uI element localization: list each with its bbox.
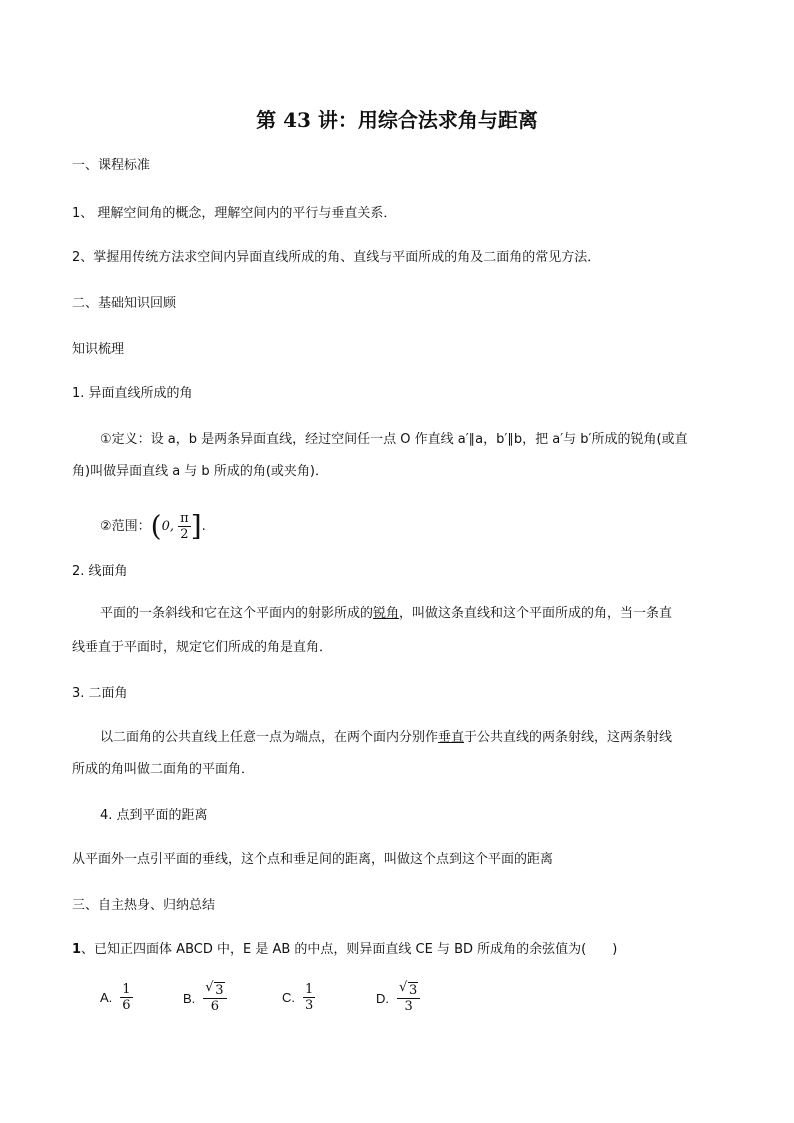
fraction-denominator: 3 (404, 999, 413, 1014)
text: ，叫做这条直线和这个平面所成的角，当一条直 (399, 606, 673, 621)
text: 以二面角的公共直线上任意一点为端点，在两个面内分别作 (100, 730, 439, 745)
section-heading-3: 三、自主热身、归纳总结 (72, 898, 216, 913)
option-fraction (397, 982, 420, 1014)
paragraph (100, 728, 722, 748)
paragraph: 线垂直于平面时，规定它们所成的角是直角． (72, 640, 333, 655)
fraction-denominator: 3 (305, 998, 314, 1013)
text: 于公共直线的两条射线，这两条射线 (464, 730, 673, 745)
underlined-term: 垂直 (438, 730, 465, 745)
paragraph: 2、掌握用传统方法求空间内异面直线所成的角、直线与平面所成的角及二面角的常见方法． (72, 250, 601, 265)
sqrt-symbol (399, 982, 418, 998)
fraction-numerator (203, 982, 226, 999)
option-label: A. (100, 990, 113, 1005)
fraction-denominator: 6 (210, 999, 220, 1014)
page-title: 第 43 讲：用综合法求角与距离 (256, 108, 538, 132)
question-text: 、已知正四面体 ABCD 中，E 是 AB 的中点，则异面直线 CE 与 BD 所成角的余弦值为( ) (81, 942, 618, 957)
paragraph: 角)叫做异面直线 a 与 b 所成的角(或夹角)． (72, 464, 328, 479)
fraction-numerator: 1 (122, 982, 131, 997)
option-c[interactable] (282, 982, 315, 1013)
option-b[interactable] (183, 982, 227, 1014)
paragraph: ①定义：设 a，b 是两条异面直线，经过空间任一点 O 作直线 a′∥a，b′∥b，把 a′与 b′所成的锐角(或直 (100, 432, 688, 447)
option-fraction (203, 982, 226, 1014)
right-bracket: ] (190, 509, 202, 543)
radicand: √ 3 (409, 983, 418, 998)
option-label: B. (183, 990, 196, 1006)
fraction-numerator: 1 (305, 982, 314, 997)
range-line: ②范围：(0, $\frac{\pi}{2}$ ]. (100, 509, 206, 543)
text: 平面的一条斜线和它在这个平面内的射影所成的 (100, 606, 374, 621)
range-fraction (178, 511, 191, 542)
fraction-denominator: 2 (180, 527, 189, 542)
left-paren: ( (150, 509, 162, 543)
paragraph: 1、 理解空间角的概念，理解空间内的平行与垂直关系． (72, 206, 397, 221)
knowledge-heading-1: 1. 异面直线所成的角 (72, 386, 193, 401)
question-number: 1 (72, 942, 82, 957)
fraction-numerator (397, 982, 420, 999)
option-a[interactable] (100, 982, 133, 1013)
option-label: D. (376, 990, 389, 1006)
paragraph: 所成的角叫做二面角的平面角． (72, 762, 255, 777)
option-fraction (120, 982, 132, 1013)
underlined-term: 锐角 (373, 606, 400, 621)
fraction-numerator: π (180, 511, 189, 526)
option-label: C. (282, 990, 295, 1005)
paragraph: 从平面外一点引平面的垂线，这个点和垂足间的距离，叫做这个点到这个平面的距离 (72, 852, 554, 867)
knowledge-heading-3: 3. 二面角 (72, 686, 128, 701)
range-left: 0, (161, 519, 174, 534)
paragraph (100, 604, 722, 624)
subheading: 知识梳理 (72, 342, 125, 357)
option-d[interactable] (376, 982, 420, 1014)
section-heading-2: 二、基础知识回顾 (72, 296, 177, 311)
section-heading-1: 一、课程标准 (72, 158, 151, 173)
range-label: ②范围： (100, 519, 151, 534)
knowledge-heading-2: 2. 线面角 (72, 564, 128, 579)
question-1 (72, 940, 722, 960)
fraction-denominator: 6 (122, 998, 131, 1013)
sqrt-symbol (205, 982, 224, 998)
radicand: √ 3 (215, 983, 224, 998)
option-fraction (303, 982, 315, 1013)
knowledge-heading-4: 4. 点到平面的距离 (100, 808, 208, 823)
